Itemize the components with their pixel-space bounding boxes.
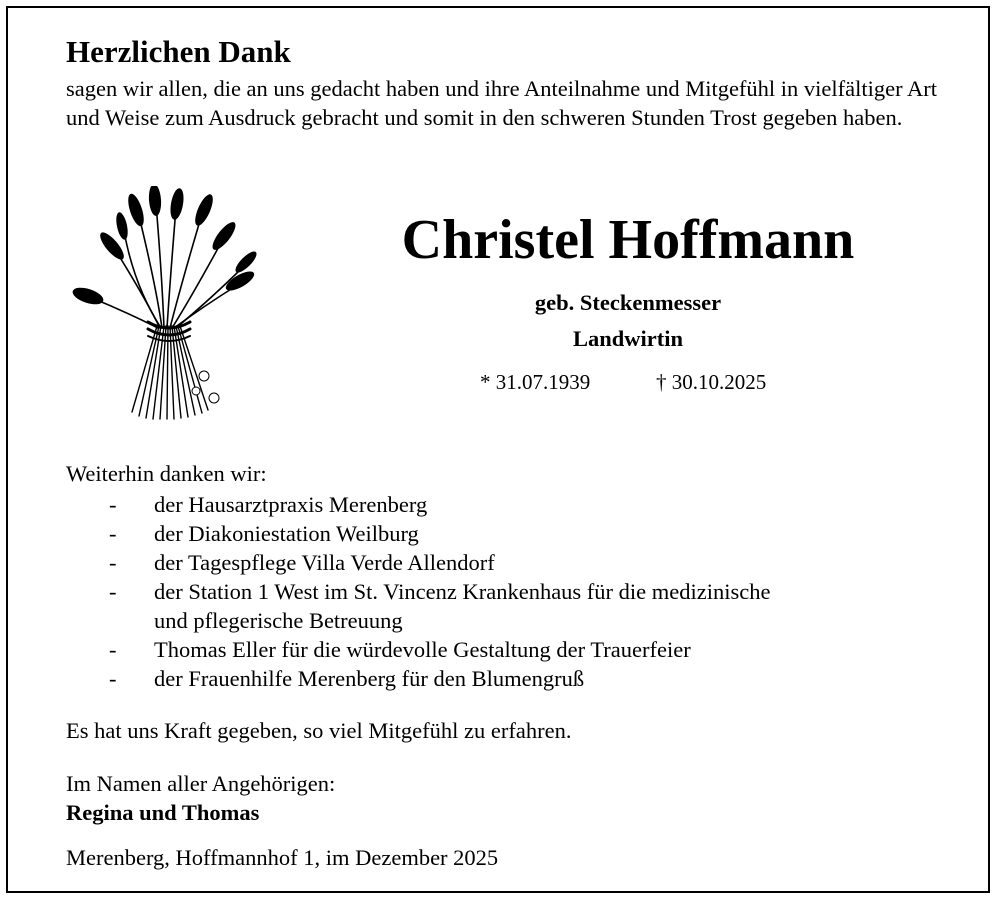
signature-intro: Im Namen aller Angehörigen:	[66, 771, 336, 796]
intro-text: sagen wir allen, die an uns gedacht haben und ihre Anteilnahme und Mitgefühl in vielfältiger Art und Weise zum Ausdruck gebracht und somit in den schweren Stunden Trost gegeben haben.	[66, 76, 938, 130]
list-item: - der Diakoniestation Weilburg	[109, 521, 419, 546]
death-date: † 30.10.2025	[656, 370, 767, 394]
list-item: - der Tagespflege Villa Verde Allendorf	[109, 550, 495, 575]
thanks-list	[66, 490, 771, 693]
birth-date: * 31.07.1939	[480, 370, 591, 394]
maiden-name: geb. Steckenmesser	[534, 290, 722, 315]
place-date: Merenberg, Hoffmannhof 1, im Dezember 2025	[66, 845, 499, 870]
occupation: Landwirtin	[572, 326, 684, 351]
signature-names: Regina und Thomas	[66, 800, 260, 825]
wheat-sheaf-icon	[64, 186, 264, 426]
obituary-notice	[6, 6, 990, 893]
list-item: - der Hausarztpraxis Merenberg	[109, 492, 428, 517]
heading: Herzlichen Dank	[66, 34, 291, 69]
list-item: - der Station 1 West im St. Vincenz Krankenhaus für die medizinische	[109, 579, 771, 604]
deceased-name: Christel Hoffmann	[401, 209, 855, 271]
closing-text: Es hat uns Kraft gegeben, so viel Mitgefühl zu erfahren.	[66, 718, 572, 743]
list-item-continuation: und pflegerische Betreuung	[154, 608, 403, 633]
list-item: - Thomas Eller für die würdevolle Gestaltung der Trauerfeier	[109, 637, 691, 662]
list-item: - der Frauenhilfe Merenberg für den Blumengruß	[109, 666, 585, 691]
thanks-intro: Weiterhin danken wir:	[66, 461, 267, 486]
